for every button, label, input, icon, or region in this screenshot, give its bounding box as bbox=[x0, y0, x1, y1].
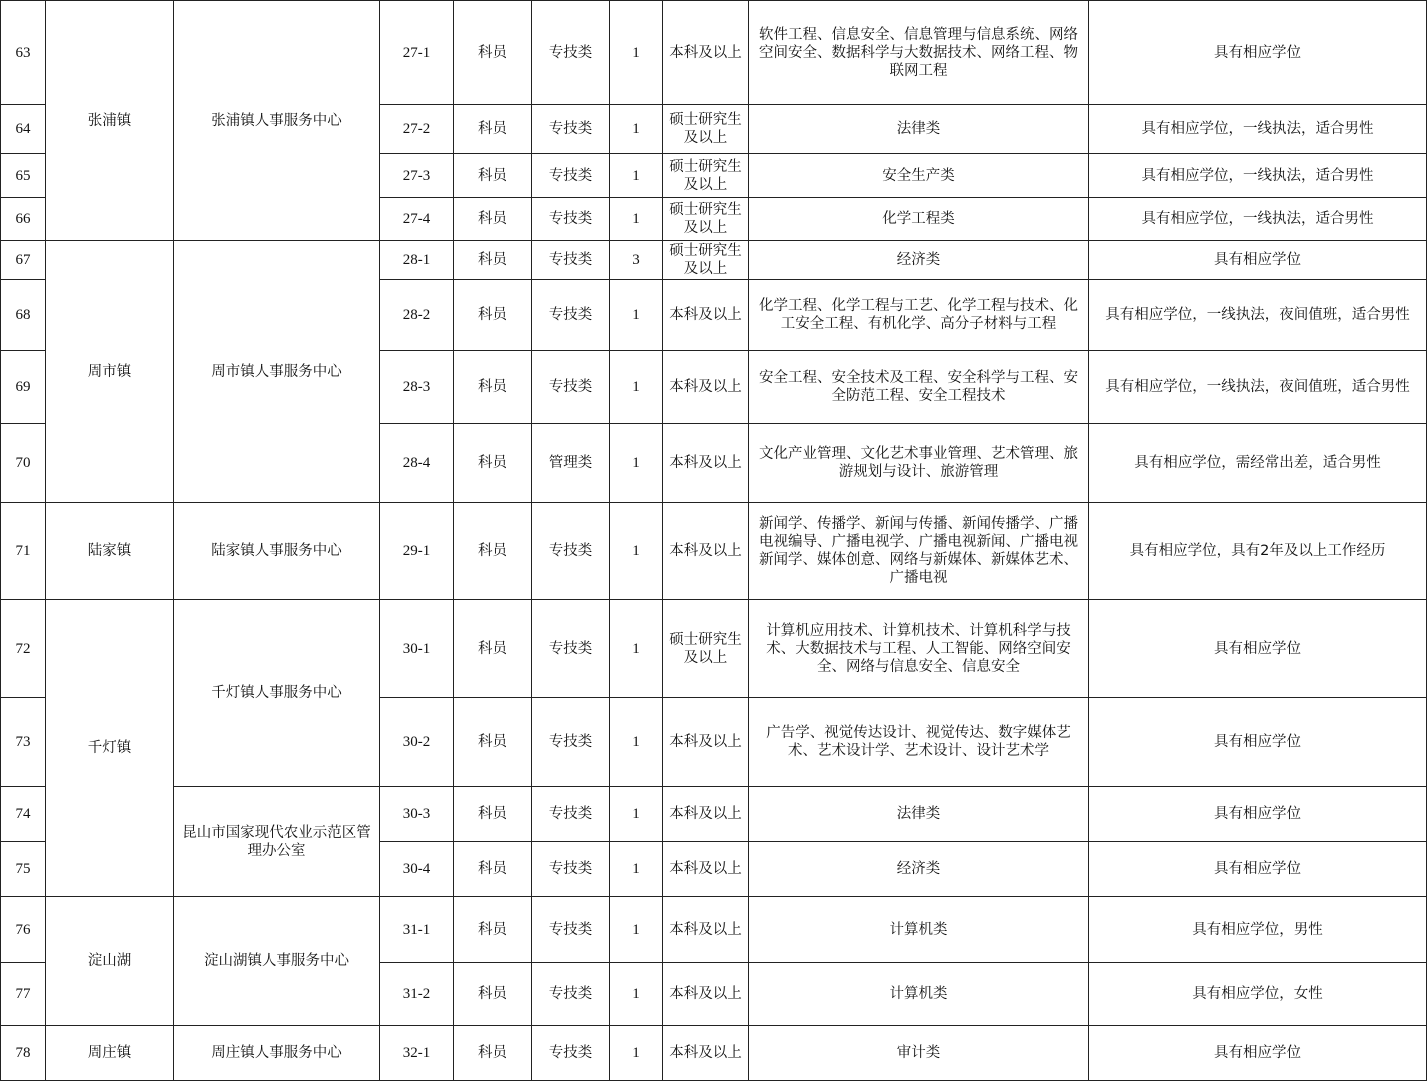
other-req: 具有相应学位，一线执法，适合男性 bbox=[1089, 154, 1427, 198]
row-number: 75 bbox=[1, 842, 46, 897]
other-req: 具有相应学位，一线执法，夜间值班，适合男性 bbox=[1089, 351, 1427, 424]
position-code: 31-1 bbox=[380, 897, 454, 963]
major-req: 法律类 bbox=[749, 105, 1089, 154]
row-number: 74 bbox=[1, 787, 46, 842]
other-req: 具有相应学位，一线执法，夜间值班，适合男性 bbox=[1089, 280, 1427, 351]
hire-count: 3 bbox=[610, 241, 663, 280]
other-req: 具有相应学位 bbox=[1089, 600, 1427, 698]
position-title: 科员 bbox=[454, 105, 532, 154]
table-row bbox=[1, 897, 1427, 963]
major-req: 广告学、视觉传达设计、视觉传达、数字媒体艺术、艺术设计学、艺术设计、设计艺术学 bbox=[749, 698, 1089, 787]
education-req: 本科及以上 bbox=[663, 1026, 749, 1081]
hire-count: 1 bbox=[610, 198, 663, 241]
other-req: 具有相应学位 bbox=[1089, 787, 1427, 842]
row-number: 65 bbox=[1, 154, 46, 198]
town-cell: 张浦镇 bbox=[46, 1, 174, 241]
row-number: 66 bbox=[1, 198, 46, 241]
position-code: 27-1 bbox=[380, 1, 454, 105]
row-number: 78 bbox=[1, 1026, 46, 1081]
position-code: 27-2 bbox=[380, 105, 454, 154]
unit-cell: 周庄镇人事服务中心 bbox=[174, 1026, 380, 1081]
education-req: 本科及以上 bbox=[663, 1, 749, 105]
row-number: 73 bbox=[1, 698, 46, 787]
position-title: 科员 bbox=[454, 600, 532, 698]
education-req: 硕士研究生及以上 bbox=[663, 154, 749, 198]
town-cell: 周市镇 bbox=[46, 241, 174, 503]
major-req: 安全工程、安全技术及工程、安全科学与工程、安全防范工程、安全工程技术 bbox=[749, 351, 1089, 424]
major-req: 化学工程、化学工程与工艺、化学工程与技术、化工安全工程、有机化学、高分子材料与工程 bbox=[749, 280, 1089, 351]
major-req: 法律类 bbox=[749, 787, 1089, 842]
education-req: 本科及以上 bbox=[663, 698, 749, 787]
unit-cell: 张浦镇人事服务中心 bbox=[174, 1, 380, 241]
table-row bbox=[1, 503, 1427, 600]
position-category: 管理类 bbox=[532, 424, 610, 503]
position-code: 28-1 bbox=[380, 241, 454, 280]
position-category: 专技类 bbox=[532, 241, 610, 280]
education-req: 本科及以上 bbox=[663, 787, 749, 842]
position-title: 科员 bbox=[454, 1026, 532, 1081]
education-req: 本科及以上 bbox=[663, 897, 749, 963]
hire-count: 1 bbox=[610, 105, 663, 154]
row-number: 77 bbox=[1, 963, 46, 1026]
education-req: 本科及以上 bbox=[663, 503, 749, 600]
education-req: 硕士研究生及以上 bbox=[663, 198, 749, 241]
major-req: 计算机类 bbox=[749, 897, 1089, 963]
position-category: 专技类 bbox=[532, 600, 610, 698]
position-code: 32-1 bbox=[380, 1026, 454, 1081]
hire-count: 1 bbox=[610, 1, 663, 105]
hire-count: 1 bbox=[610, 897, 663, 963]
other-req: 具有相应学位 bbox=[1089, 1026, 1427, 1081]
row-number: 72 bbox=[1, 600, 46, 698]
major-req: 文化产业管理、文化艺术事业管理、艺术管理、旅游规划与设计、旅游管理 bbox=[749, 424, 1089, 503]
position-category: 专技类 bbox=[532, 897, 610, 963]
row-number: 68 bbox=[1, 280, 46, 351]
position-code: 30-2 bbox=[380, 698, 454, 787]
other-req: 具有相应学位 bbox=[1089, 842, 1427, 897]
position-title: 科员 bbox=[454, 351, 532, 424]
town-cell: 周庄镇 bbox=[46, 1026, 174, 1081]
other-req: 具有相应学位 bbox=[1089, 698, 1427, 787]
education-req: 硕士研究生及以上 bbox=[663, 600, 749, 698]
position-category: 专技类 bbox=[532, 1026, 610, 1081]
position-title: 科员 bbox=[454, 842, 532, 897]
position-category: 专技类 bbox=[532, 842, 610, 897]
major-req: 安全生产类 bbox=[749, 154, 1089, 198]
major-req: 经济类 bbox=[749, 241, 1089, 280]
position-code: 28-4 bbox=[380, 424, 454, 503]
other-req: 具有相应学位，需经常出差，适合男性 bbox=[1089, 424, 1427, 503]
position-category: 专技类 bbox=[532, 198, 610, 241]
position-title: 科员 bbox=[454, 963, 532, 1026]
other-req: 具有相应学位，具有2年及以上工作经历 bbox=[1089, 503, 1427, 600]
unit-cell: 千灯镇人事服务中心 bbox=[174, 600, 380, 787]
education-req: 本科及以上 bbox=[663, 351, 749, 424]
other-req: 具有相应学位，女性 bbox=[1089, 963, 1427, 1026]
major-req: 计算机应用技术、计算机技术、计算机科学与技术、大数据技术与工程、人工智能、网络空间安全、网络与信息安全、信息安全 bbox=[749, 600, 1089, 698]
hire-count: 1 bbox=[610, 351, 663, 424]
row-number: 71 bbox=[1, 503, 46, 600]
hire-count: 1 bbox=[610, 842, 663, 897]
other-req: 具有相应学位 bbox=[1089, 241, 1427, 280]
unit-cell: 昆山市国家现代农业示范区管理办公室 bbox=[174, 787, 380, 897]
education-req: 硕士研究生及以上 bbox=[663, 241, 749, 280]
position-category: 专技类 bbox=[532, 280, 610, 351]
position-category: 专技类 bbox=[532, 351, 610, 424]
unit-cell: 淀山湖镇人事服务中心 bbox=[174, 897, 380, 1026]
other-req: 具有相应学位，男性 bbox=[1089, 897, 1427, 963]
education-req: 本科及以上 bbox=[663, 842, 749, 897]
major-req: 经济类 bbox=[749, 842, 1089, 897]
major-req: 软件工程、信息安全、信息管理与信息系统、网络空间安全、数据科学与大数据技术、网络工程、物联网工程 bbox=[749, 1, 1089, 105]
position-code: 30-1 bbox=[380, 600, 454, 698]
hire-count: 1 bbox=[610, 787, 663, 842]
row-number: 67 bbox=[1, 241, 46, 280]
major-req: 化学工程类 bbox=[749, 198, 1089, 241]
position-title: 科员 bbox=[454, 198, 532, 241]
unit-cell: 周市镇人事服务中心 bbox=[174, 241, 380, 503]
position-code: 29-1 bbox=[380, 503, 454, 600]
row-number: 76 bbox=[1, 897, 46, 963]
hire-count: 1 bbox=[610, 963, 663, 1026]
town-cell: 陆家镇 bbox=[46, 503, 174, 600]
hire-count: 1 bbox=[610, 1026, 663, 1081]
major-req: 计算机类 bbox=[749, 963, 1089, 1026]
table-row bbox=[1, 1026, 1427, 1081]
table-row bbox=[1, 600, 1427, 698]
education-req: 本科及以上 bbox=[663, 963, 749, 1026]
hire-count: 1 bbox=[610, 503, 663, 600]
position-code: 30-3 bbox=[380, 787, 454, 842]
position-category: 专技类 bbox=[532, 154, 610, 198]
position-code: 31-2 bbox=[380, 963, 454, 1026]
education-req: 本科及以上 bbox=[663, 280, 749, 351]
position-category: 专技类 bbox=[532, 1, 610, 105]
row-number: 69 bbox=[1, 351, 46, 424]
position-title: 科员 bbox=[454, 280, 532, 351]
table-row bbox=[1, 787, 1427, 842]
row-number: 70 bbox=[1, 424, 46, 503]
hire-count: 1 bbox=[610, 154, 663, 198]
major-req: 审计类 bbox=[749, 1026, 1089, 1081]
position-title: 科员 bbox=[454, 503, 532, 600]
table-row bbox=[1, 1, 1427, 105]
hire-count: 1 bbox=[610, 280, 663, 351]
education-req: 硕士研究生及以上 bbox=[663, 105, 749, 154]
row-number: 63 bbox=[1, 1, 46, 105]
position-title: 科员 bbox=[454, 1, 532, 105]
town-cell: 淀山湖 bbox=[46, 897, 174, 1026]
major-req: 新闻学、传播学、新闻与传播、新闻传播学、广播电视编导、广播电视学、广播电视新闻、广播电视新闻学、媒体创意、网络与新媒体、新媒体艺术、广播电视 bbox=[749, 503, 1089, 600]
position-code: 27-4 bbox=[380, 198, 454, 241]
position-title: 科员 bbox=[454, 897, 532, 963]
other-req: 具有相应学位，一线执法，适合男性 bbox=[1089, 105, 1427, 154]
row-number: 64 bbox=[1, 105, 46, 154]
position-title: 科员 bbox=[454, 154, 532, 198]
education-req: 本科及以上 bbox=[663, 424, 749, 503]
position-title: 科员 bbox=[454, 698, 532, 787]
hire-count: 1 bbox=[610, 600, 663, 698]
other-req: 具有相应学位，一线执法，适合男性 bbox=[1089, 198, 1427, 241]
hire-count: 1 bbox=[610, 698, 663, 787]
other-req: 具有相应学位 bbox=[1089, 1, 1427, 105]
position-category: 专技类 bbox=[532, 105, 610, 154]
hire-count: 1 bbox=[610, 424, 663, 503]
position-title: 科员 bbox=[454, 241, 532, 280]
position-code: 28-2 bbox=[380, 280, 454, 351]
position-code: 27-3 bbox=[380, 154, 454, 198]
unit-cell: 陆家镇人事服务中心 bbox=[174, 503, 380, 600]
position-category: 专技类 bbox=[532, 963, 610, 1026]
position-category: 专技类 bbox=[532, 787, 610, 842]
position-code: 30-4 bbox=[380, 842, 454, 897]
town-cell: 千灯镇 bbox=[46, 600, 174, 897]
table-row bbox=[1, 241, 1427, 280]
position-category: 专技类 bbox=[532, 503, 610, 600]
position-title: 科员 bbox=[454, 787, 532, 842]
position-category: 专技类 bbox=[532, 698, 610, 787]
position-code: 28-3 bbox=[380, 351, 454, 424]
position-title: 科员 bbox=[454, 424, 532, 503]
